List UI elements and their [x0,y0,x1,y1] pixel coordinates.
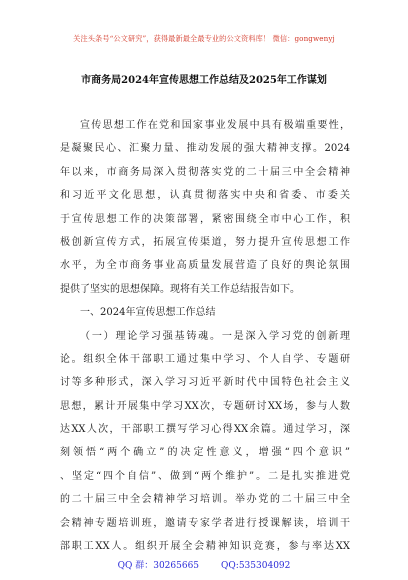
paragraph-line: 达XX人次，干部职工撰写学习心得XX余篇。通过学习，深 [60,424,350,436]
paragraph-line: 刻领悟“两个确立”的决定性意义，增强“四个意识” [60,447,350,459]
paragraph-line: 是凝聚民心、汇聚力量、推动发展的强大精神支撑。2024 [60,143,350,155]
paragraph-line: 讨等多种形式，深入学习习近平新时代中国特色社会主义 [60,377,350,389]
footer-qq-group: QQ 群：30265665 [117,561,200,571]
paragraph-line: 于宣传思想工作的决策部署，紧密围绕全市中心工作，积 [60,213,350,225]
paragraph-line: 水平，为全市商务事业高质量发展营造了良好的舆论氛围 [60,260,350,272]
paragraph-line: 提供了坚实的思想保障。现将有关工作总结报告如下。 [60,283,300,295]
header-promo-note: 关注头条号“公文研究”，获得最新最全最专业的公文资料库！ 微信：gongwenyj [73,34,335,43]
paragraph-line: 部职工XX人。组织开展全会精神知识竞赛，参与率达XX [60,541,350,553]
section-heading: 一、2024年宣传思想工作总结 [80,307,216,319]
document-body [60,114,350,558]
paragraph-line: （一）理论学习强基铸魂。一是深入学习党的创新理 [80,330,350,342]
footer-qq-number: QQ:535304092 [221,561,291,571]
paragraph-line: 论。组织全体干部职工通过集中学习、个人自学、专题研 [60,353,350,365]
footer-contact [0,558,408,571]
paragraph-line: 宣传思想工作在党和国家事业发展中具有极端重要性， [80,120,350,131]
paragraph-line: 、坚定“四个自信”、做到“两个维护”。二是扎实推进党 [60,470,350,482]
paragraph-line: 极创新宣传方式，拓展宣传渠道，努力提升宣传思想工作 [60,236,350,248]
paragraph-line: 和习近平文化思想，认真贯彻落实中央和省委、市委关 [60,190,350,202]
paragraph-line: 思想，累计开展集中学习XX次，专题研讨XX场，参与人数 [60,400,350,412]
document-title: 市商务局2024年宣传思想工作总结及2025年工作谋划 [81,75,327,86]
paragraph-line: 会精神专题培训班，邀请专家学者进行授课解读，培训干 [60,517,350,529]
paragraph-line: 年以来，市商务局深入贯彻落实党的二十届三中全会精神 [60,166,350,178]
paragraph-line: 的二十届三中全会精神学习培训。举办党的二十届三中全 [60,494,350,506]
